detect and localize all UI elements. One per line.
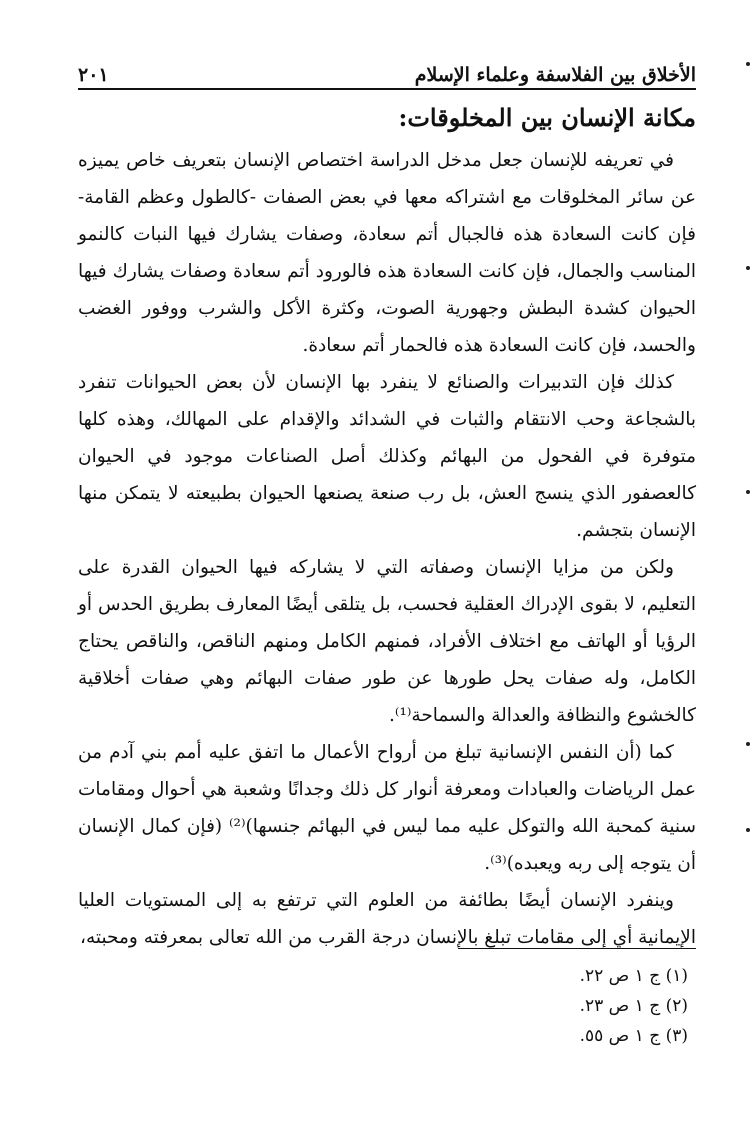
scan-edge-mark <box>746 828 750 832</box>
paragraph: في تعريفه للإنسان جعل مدخل الدراسة اختصاص الإنسان بتعريف خاص يميزه عن سائر المخلوقات مع اشتراكه معها في بعض الصفات -كالطول وعظم القامة- فإن كانت السعادة هذه فالجبال أتم سعادة، وصفات يشارك فيها النبات كالنمو المناسب والجمال، فإن كانت السعادة هذه فالورود أتم سعادة وصفات يشارك فيها الحيوان كشدة البطش وجهورية الصوت، وكثرة الأكل والشرب ووفور الغضب والحسد، فإن كانت السعادة هذه فالحمار أتم سعادة. <box>78 150 696 356</box>
footnote: (٢) ج ١ ص ٢٣. <box>579 996 688 1016</box>
paragraph: ولكن من مزايا الإنسان وصفاته التي لا يشاركه فيها الحيوان القدرة على التعليم، لا بقوى الإدراك العقلية فحسب، بل يتلقى أيضًا المعارف بطريق الحدس أو الرؤيا أو الهاتف مع اختلاف الأفراد، فمنهم الكامل ومنهم الناقص، والناقص يحتاج الكامل، وله صفات يحل طورها عن طور صفات البهائم وهي صفات أخلاقية كالخشوع والنظافة والعدالة والسماحة⁽¹⁾. <box>78 557 696 726</box>
section-heading: مكانة الإنسان بين المخلوقات: <box>398 103 696 132</box>
scan-edge-mark <box>746 266 750 270</box>
paragraph: كما (أن النفس الإنسانية تبلغ من أرواح الأعمال ما اتفق عليه أمم بني آدم من عمل الرياضات والعبادات ومعرفة أنوار كل ذلك وجدانًا وشعبة هي أحوال ومقامات سنية كمحبة الله والتوكل عليه مما ليس في البهائم جنسها)⁽²⁾ (فإن كمال الإنسان أن يتوجه إلى ربه ويعبده)⁽³⁾. <box>78 742 696 874</box>
footnote-rule <box>458 948 696 949</box>
scan-edge-mark <box>746 62 750 66</box>
page-number: ٢٠١ <box>78 64 109 86</box>
body-text <box>78 142 696 956</box>
scan-edge-mark <box>746 490 750 494</box>
header-rule <box>78 88 696 90</box>
paragraph: وينفرد الإنسان أيضًا بطائفة من العلوم التي ترتفع به إلى المستويات العليا الإيمانية أي إلى مقامات تبلغ بالإنسان درجة القرب من الله تعالى بمعرفته ومحبته، <box>78 890 696 948</box>
footnote: (١) ج ١ ص ٢٢. <box>579 966 688 986</box>
running-header-title: الأخلاق بين الفلاسفة وعلماء الإسلام <box>414 64 696 86</box>
footnote: (٣) ج ١ ص ٥٥. <box>579 1026 688 1046</box>
scan-edge-mark <box>746 742 750 746</box>
footnotes <box>78 961 696 1051</box>
running-header <box>78 56 696 86</box>
paragraph: كذلك فإن التدبيرات والصنائع لا ينفرد بها الإنسان لأن بعض الحيوانات تنفرد بالشجاعة وحب الانتقام والثبات في الشدائد والإقدام على المهالك، وهذه كلها متوفرة في الفحول من البهائم وكذلك أصل الصناعات موجود في الحيوان كالعصفور الذي ينسج العش، بل رب صنعة يصنعها الحيوان بطبيعته لا يتمكن منها الإنسان بتجشم. <box>78 372 696 541</box>
